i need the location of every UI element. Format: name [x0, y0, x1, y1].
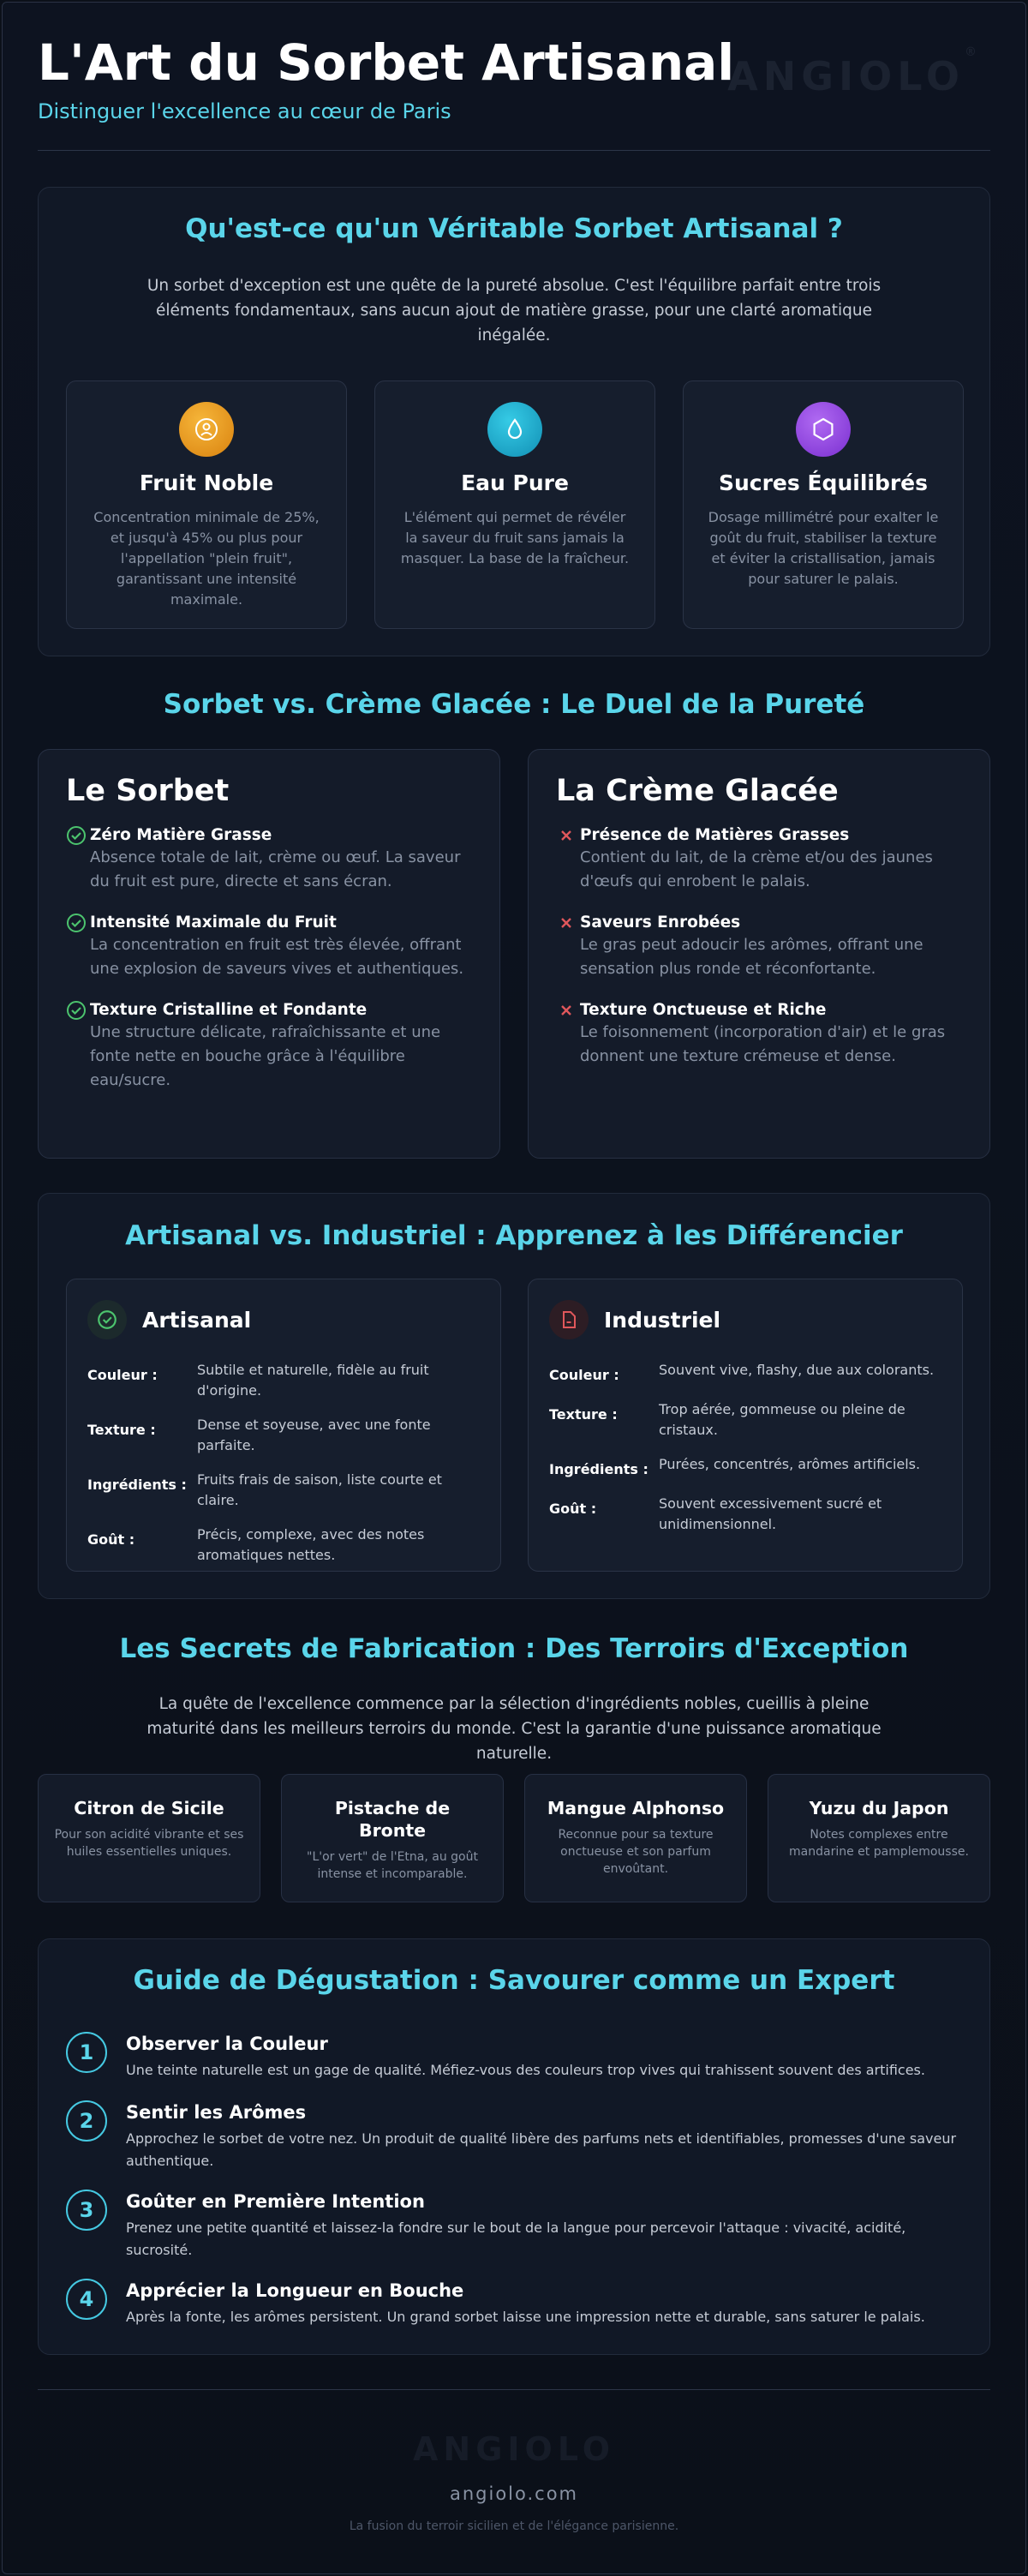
- creme-card: [528, 749, 990, 1159]
- attr-value: Trop aérée, gommeuse ou pleine de cristaux.: [659, 1401, 905, 1438]
- terroir-desc: Reconnue pour sa texture onctueuse et son parfum envoûtant.: [558, 1828, 714, 1876]
- water-drop-icon: [487, 402, 542, 457]
- item-title: Intensité Maximale du Fruit: [90, 914, 337, 932]
- brand-watermark: [727, 45, 982, 99]
- attr-row: [549, 1360, 941, 1386]
- item-title: Présence de Matières Grasses: [580, 826, 850, 844]
- item-title: Zéro Matière Grasse: [90, 826, 272, 844]
- item-desc: Absence totale de lait, crème ou œuf. La saveur du fruit est pure, directe et sans écran.: [90, 848, 461, 890]
- cross-icon: [556, 1000, 580, 1069]
- fruit-icon: [179, 402, 234, 457]
- attr-label: Couleur :: [549, 1367, 619, 1383]
- section-secrets-intro: La quête de l'excellence commence par la sélection d'ingrédients nobles, cueillis à pleine maturité dans les meilleurs terroirs du monde. C'est la garantie d'une puissance aromatique naturelle.: [146, 1695, 882, 1763]
- footer-url[interactable]: angiolo.com: [449, 2483, 579, 2504]
- attr-label: Couleur :: [87, 1367, 158, 1383]
- industriel-title: Industriel: [604, 1307, 721, 1333]
- feature-card-fruit: [66, 380, 347, 629]
- artisanal-card: [66, 1279, 501, 1572]
- terroir-card: [281, 1774, 504, 1902]
- terroir-card: [38, 1774, 260, 1902]
- attr-value: Souvent vive, flashy, due aux colorants.: [659, 1362, 935, 1378]
- section-guide: [38, 1938, 990, 2355]
- cross-icon: [556, 825, 580, 894]
- section-what-intro: Un sorbet d'exception est une quête de la pureté absolue. C'est l'équilibre parfait entre trois éléments fondamentaux, sans aucun ajout de matière grasse, pour une clarté aromatique inégalée.: [146, 277, 882, 344]
- attr-row: [549, 1454, 941, 1480]
- attr-row: [87, 1525, 480, 1566]
- list-item: [66, 825, 472, 894]
- section-secrets-heading: Les Secrets de Fabrication : Des Terroirs d'Exception: [119, 1633, 909, 1664]
- step-number: 2: [66, 2100, 107, 2142]
- feature-title: Sucres Équilibrés: [718, 470, 929, 495]
- item-desc: Le foisonnement (incorporation d'air) et le gras donnent une texture crémeuse et dense.: [580, 1023, 946, 1065]
- footer-brand: ANGIOLO: [412, 2430, 615, 2468]
- terroir-card: [768, 1774, 990, 1902]
- list-item: [556, 913, 962, 981]
- page-subtitle: Distinguer l'excellence au cœur de Paris: [38, 99, 451, 123]
- attr-label: Goût :: [87, 1531, 135, 1548]
- terroir-name: Citron de Sicile: [74, 1798, 224, 1818]
- hexagon-icon: [796, 402, 851, 457]
- attr-value: Subtile et naturelle, fidèle au fruit d'origine.: [197, 1362, 429, 1399]
- brand-name: ANGIOLO: [727, 53, 965, 99]
- step-number: 1: [66, 2032, 107, 2073]
- footer-divider: [38, 2389, 990, 2390]
- feature-desc: Concentration minimale de 25%, et jusqu'à 45% ou plus pour l'appellation "plein fruit", garantissant une intensité maximale.: [93, 509, 320, 608]
- list-item: [66, 1000, 472, 1093]
- attr-row: [87, 1415, 480, 1456]
- step-number: 3: [66, 2190, 107, 2231]
- check-icon: [66, 1000, 90, 1093]
- attr-value: Purées, concentrés, arômes artificiels.: [659, 1456, 921, 1472]
- terroir-desc: "L'or vert" de l'Etna, au goût intense et incomparable.: [307, 1850, 478, 1881]
- feature-card-sugar: [683, 380, 964, 629]
- step-title: Observer la Couleur: [126, 2034, 328, 2054]
- step-item: [66, 2190, 962, 2261]
- attr-label: Goût :: [549, 1501, 597, 1517]
- attr-row: [549, 1399, 941, 1441]
- cross-icon: [556, 913, 580, 981]
- feature-title: Eau Pure: [461, 470, 569, 495]
- item-desc: Contient du lait, de la crème et/ou des jaunes d'œufs qui enrobent le palais.: [580, 848, 933, 890]
- attr-label: Ingrédients :: [87, 1477, 187, 1493]
- item-title: Texture Cristalline et Fondante: [90, 1001, 368, 1019]
- sorbet-title: Le Sorbet: [66, 774, 230, 808]
- step-item: [66, 2100, 962, 2172]
- header-divider: [38, 150, 990, 151]
- item-desc: Une structure délicate, rafraîchissante et une fonte nette en bouche grâce à l'équilibre eau/sucre.: [90, 1023, 441, 1089]
- section-what: [38, 187, 990, 656]
- terroir-name: Yuzu du Japon: [809, 1798, 949, 1818]
- item-desc: La concentration en fruit est très élevée, offrant une explosion de saveurs vives et authentiques.: [90, 936, 464, 978]
- document-icon: [549, 1300, 589, 1339]
- list-item: [556, 825, 962, 894]
- step-title: Goûter en Première Intention: [126, 2191, 425, 2212]
- step-title: Sentir les Arômes: [126, 2102, 307, 2123]
- attr-row: [87, 1470, 480, 1511]
- step-desc: Approchez le sorbet de votre nez. Un produit de qualité libère des parfums nets et identifiables, promesses d'une saveur authentique.: [126, 2130, 957, 2169]
- item-desc: Le gras peut adoucir les arômes, offrant une sensation plus ronde et réconfortante.: [580, 936, 923, 978]
- list-item: [66, 913, 472, 981]
- step-desc: Prenez une petite quantité et laissez-la fondre sur le bout de la langue pour percevoir l'attaque : vivacité, acidité, sucrosité.: [126, 2220, 906, 2258]
- section-what-heading: Qu'est-ce qu'un Véritable Sorbet Artisanal ?: [185, 213, 843, 244]
- attr-value: Fruits frais de saison, liste courte et claire.: [197, 1471, 442, 1508]
- attr-value: Précis, complexe, avec des notes aromatiques nettes.: [197, 1526, 425, 1563]
- terroir-name: Pistache de Bronte: [334, 1798, 451, 1841]
- sorbet-card: [38, 749, 500, 1159]
- attr-row: [549, 1494, 941, 1535]
- check-circle-icon: [87, 1300, 127, 1339]
- attr-label: Texture :: [87, 1422, 156, 1438]
- feature-title: Fruit Noble: [139, 470, 274, 495]
- terroir-name: Mangue Alphonso: [547, 1798, 725, 1818]
- attr-row: [87, 1360, 480, 1401]
- attr-value: Dense et soyeuse, avec une fonte parfaite.: [197, 1417, 431, 1453]
- terroir-card: [524, 1774, 747, 1902]
- terroir-desc: Notes complexes entre mandarine et pamplemousse.: [789, 1828, 969, 1859]
- attr-label: Ingrédients :: [549, 1461, 648, 1477]
- step-item: [66, 2032, 962, 2082]
- step-desc: Une teinte naturelle est un gage de qualité. Méfiez-vous des couleurs trop vives qui trahissent souvent des artifices.: [126, 2062, 925, 2078]
- page-title: L'Art du Sorbet Artisanal: [38, 33, 735, 92]
- section-guide-heading: Guide de Dégustation : Savourer comme un Expert: [133, 1965, 895, 1996]
- feature-card-water: [374, 380, 655, 629]
- step-number: 4: [66, 2279, 107, 2320]
- industriel-card: [528, 1279, 963, 1572]
- check-icon: [66, 825, 90, 894]
- check-icon: [66, 913, 90, 981]
- feature-desc: L'élément qui permet de révéler la saveur du fruit sans jamais la masquer. La base de la fraîcheur.: [400, 509, 630, 566]
- step-desc: Après la fonte, les arômes persistent. Un grand sorbet laisse une impression nette et durable, sans saturer le palais.: [126, 2309, 925, 2325]
- feature-desc: Dosage millimétré pour exalter le goût du fruit, stabiliser la texture et éviter la cristallisation, jamais pour saturer le palais.: [708, 509, 939, 587]
- creme-title: La Crème Glacée: [556, 774, 839, 808]
- footer-tagline: La fusion du terroir sicilien et de l'élégance parisienne.: [349, 2519, 679, 2533]
- item-title: Saveurs Enrobées: [580, 914, 741, 932]
- terroir-desc: Pour son acidité vibrante et ses huiles essentielles uniques.: [54, 1828, 244, 1859]
- brand-reg: ®: [965, 45, 982, 59]
- section-duel-heading: Sorbet vs. Crème Glacée : Le Duel de la Pureté: [163, 689, 865, 720]
- attr-value: Souvent excessivement sucré et unidimensionnel.: [659, 1495, 882, 1532]
- item-title: Texture Onctueuse et Riche: [580, 1001, 827, 1019]
- header: [38, 33, 990, 153]
- step-title: Apprécier la Longueur en Bouche: [126, 2280, 464, 2301]
- list-item: [556, 1000, 962, 1069]
- artisanal-title: Artisanal: [142, 1307, 252, 1333]
- section-vs-heading: Artisanal vs. Industriel : Apprenez à les Différencier: [125, 1220, 903, 1251]
- footer: [0, 2430, 1028, 2533]
- step-item: [66, 2279, 962, 2328]
- attr-label: Texture :: [549, 1406, 618, 1423]
